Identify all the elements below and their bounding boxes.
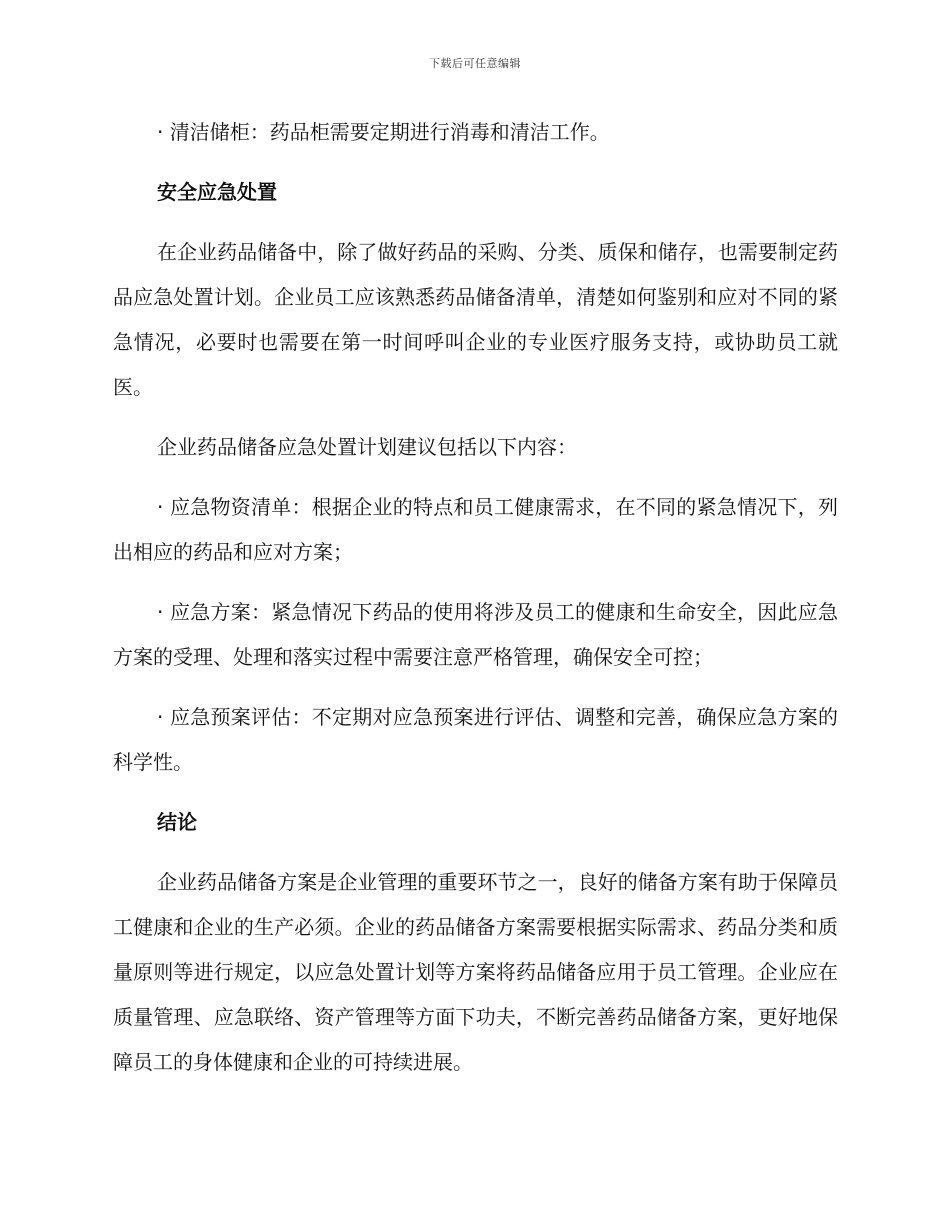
paragraph-conclusion: 企业药品储备方案是企业管理的重要环节之一，良好的储备方案有助于保障员工健康和企业的生产必须。企业的药品储备方案需要根据实际需求、药品分类和质量原则等进行规定，以应急处置计划等方案将药品储备应用于员工管理。企业应在质量管理、应急联络、资产管理等方面下功夫，不断完善药品储备方案，更好地保障员工的身体健康和企业的可持续进展。 <box>113 870 838 1074</box>
section-heading-safety-emergency: 安全应急处置 <box>157 180 277 204</box>
page-header: 下载后可任意编辑 <box>429 57 521 70</box>
paragraph-plan-contents: 企业药品储备应急处置计划建议包括以下内容： <box>157 435 577 459</box>
document-body <box>113 110 838 1100</box>
section-heading-conclusion: 结论 <box>157 810 197 834</box>
bullet-plan-evaluation: · 应急预案评估：不定期对应急预案进行评估、调整和完善，确保应急方案的科学性。 <box>113 705 838 774</box>
bullet-cleaning-cabinet: · 清洁储柜：药品柜需要定期进行消毒和清洁工作。 <box>157 120 610 144</box>
paragraph-emergency-plan-intro: 在企业药品储备中，除了做好药品的采购、分类、质保和储存，也需要制定药品应急处置计划。企业员工应该熟悉药品储备清单，清楚如何鉴别和应对不同的紧急情况，必要时也需要在第一时间呼叫企业的专业医疗服务支持，或协助员工就医。 <box>113 240 838 399</box>
bullet-emergency-supplies: · 应急物资清单：根据企业的特点和员工健康需求，在不同的紧急情况下，列出相应的药品和应对方案； <box>113 495 838 564</box>
bullet-emergency-scheme: · 应急方案：紧急情况下药品的使用将涉及员工的健康和生命安全，因此应急方案的受理、处理和落实过程中需要注意严格管理，确保安全可控； <box>113 600 838 669</box>
